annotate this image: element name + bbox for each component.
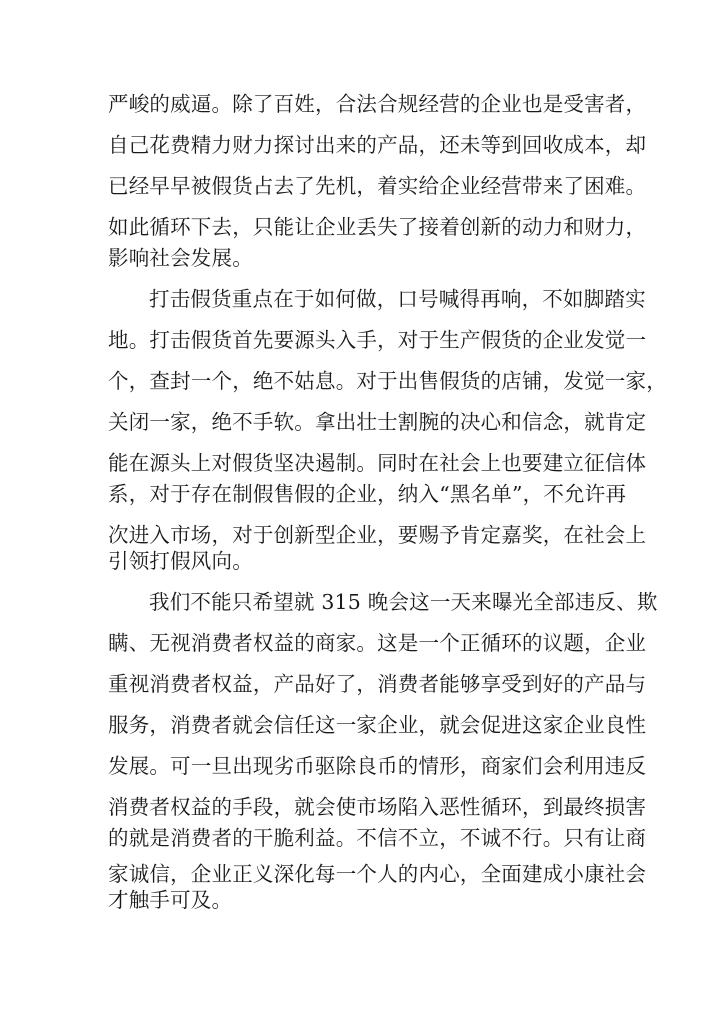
paragraph-1-line-2: 自己花费精力财力探讨出来的产品，还未等到回收成本，却: [108, 133, 647, 157]
paragraph-3-line-8: 家诚信，企业正义深化每一个人的内心，全面建成小康社会: [108, 862, 647, 886]
paragraph-2-line-4: 关闭一家，绝不手软。拿出壮士割腕的决心和信念，就肯定: [108, 410, 647, 434]
paragraph-2-line-5: 能在源头上对假货坚决遏制。同时在社会上也要建立征信体: [108, 451, 647, 475]
paragraph-2-line-1: 打击假货重点在于如何做，口号喊得再响，不如脚踏实: [149, 287, 646, 311]
paragraph-1-line-1: 严峻的威逼。除了百姓，合法合规经营的企业也是受害者，: [108, 92, 647, 116]
paragraph-2-line-2: 地。打击假货首先要源头入手，对于生产假货的企业发觉一: [108, 328, 647, 352]
paragraph-3-line-5: 发展。可一旦出现劣币驱除良币的情形，商家们会利用违反: [108, 754, 647, 778]
paragraph-3-line-7: 的就是消费者的干脆利益。不信不立，不诚不行。只有让商: [108, 826, 647, 850]
paragraph-3-line-3: 重视消费者权益，产品好了，消费者能够享受到好的产品与: [108, 672, 647, 696]
paragraph-1-line-4: 如此循环下去，只能让企业丢失了接着创新的动力和财力，: [108, 215, 647, 239]
paragraph-3-line-4: 服务，消费者就会信任这一家企业，就会促进这家企业良性: [108, 713, 647, 737]
paragraph-2-line-6: 系，对于存在制假售假的企业，纳入“黑名单”，不允许再: [108, 482, 627, 506]
paragraph-3-line-6: 消费者权益的手段，就会使市场陷入恶性循环，到最终损害: [108, 795, 647, 819]
paragraph-3-line-1: 我们不能只希望就 315 晚会这一天来曝光全部违反、欺: [149, 590, 658, 614]
paragraph-2-line-7: 次进入市场，对于创新型企业，要赐予肯定嘉奖，在社会上: [108, 523, 647, 547]
paragraph-2-line-3: 个，查封一个，绝不姑息。对于出售假货的店铺，发觉一家，: [108, 369, 667, 393]
paragraph-2-line-8: 引领打假风向。: [108, 549, 253, 573]
paragraph-3-line-2: 瞒、无视消费者权益的商家。这是一个正循环的议题，企业: [108, 631, 647, 655]
paragraph-1-line-3: 已经早早被假货占去了先机，着实给企业经营带来了困难。: [108, 174, 647, 198]
paragraph-1-line-5: 影响社会发展。: [108, 246, 253, 270]
paragraph-3-line-9: 才触手可及。: [108, 888, 233, 912]
